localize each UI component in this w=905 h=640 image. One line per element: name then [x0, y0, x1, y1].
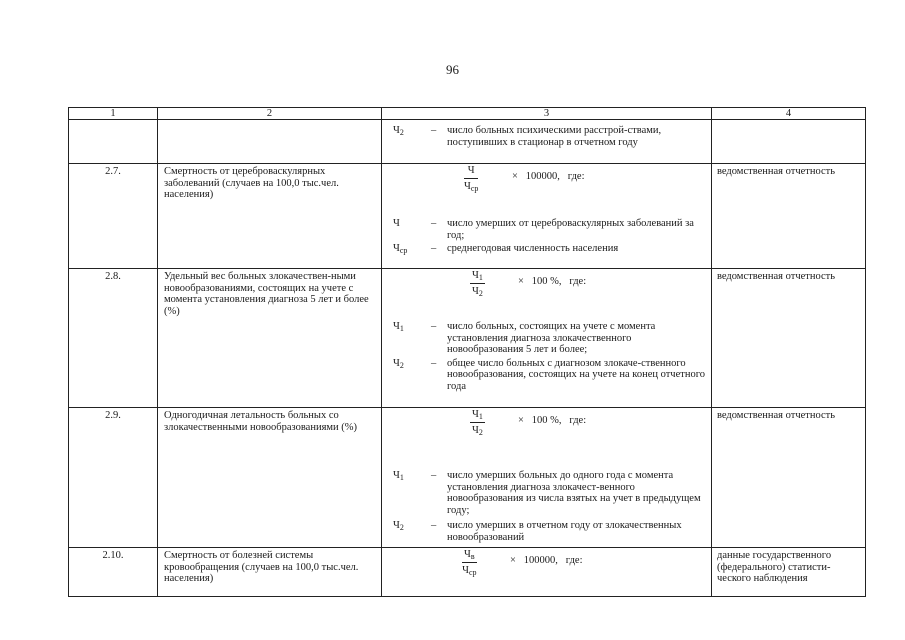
- row-number: 2.7.: [69, 164, 158, 269]
- variable-definition: $Ч_2$ – общее число больных с диагнозом злокаче-ственного новообразования, состоящих на учете на конец отчетного года: [382, 358, 711, 393]
- column-header-4: 4: [712, 108, 866, 120]
- table-header-row: [69, 108, 866, 120]
- formula-multiplier: × 100000, где:: [510, 555, 583, 566]
- formula-cell: [382, 164, 712, 269]
- fraction: [464, 165, 478, 192]
- fraction: [470, 270, 485, 297]
- variable-definition: $Ч_2$ – число умерших в отчетном году от злокачественных новообразований: [382, 520, 711, 543]
- formula: [382, 408, 711, 456]
- column-header-3: 3: [382, 108, 712, 120]
- table-row: [69, 269, 866, 408]
- numerator: $Ч_1$: [472, 409, 483, 421]
- variable-text: число больных психическими расстрой-ствами, поступивших в стационар в отчетном году: [447, 125, 662, 148]
- formula-where: где:: [569, 415, 587, 426]
- formula-cell: [382, 408, 712, 548]
- variable-text: число больных, состоящих на учете с момента установления диагноза злокачественного новообразования 5 лет и более;: [447, 321, 656, 355]
- variable-text: среднегодовая численность населения: [447, 243, 619, 254]
- variable-text: число умерших от цереброваскулярных заболеваний за год;: [447, 218, 694, 241]
- indicator-name: Смертность от цереброваскулярных заболеваний (случаев на 100,0 тыс.чел. населения): [158, 164, 382, 269]
- row-number: 2.8.: [69, 269, 158, 408]
- formula: [382, 548, 711, 596]
- table-row: [69, 164, 866, 269]
- indicators-table: [68, 107, 866, 597]
- formula-multiplier: × 100 %, где:: [518, 415, 587, 426]
- variable-definition: $Ч_1$ – число умерших больных до одного года с момента установления диагноза злокачест-венного новообразования из числа взятых на учет в предыдущем году;: [382, 470, 711, 516]
- formula-where: где:: [569, 276, 587, 287]
- data-source: ведомственная отчетность: [712, 269, 866, 408]
- numerator: $Ч_в$: [464, 549, 475, 561]
- denominator: $Ч_2$: [472, 285, 483, 298]
- numerator: $Ч_1$: [472, 270, 483, 282]
- formula: [382, 269, 711, 317]
- fraction: [470, 409, 485, 436]
- variable-text: общее число больных с диагнозом злокаче-ственного новообразования, состоящих на учете на конец отчетного года: [447, 357, 705, 392]
- denominator: $Ч_{ср}$: [464, 180, 479, 193]
- formula-cell: [382, 548, 712, 597]
- table-row: [69, 548, 866, 597]
- fraction-bar: [470, 283, 485, 284]
- formula-multiplier: × 100000, где:: [512, 171, 585, 182]
- continuation-formula-cell: [382, 120, 712, 164]
- variable-definition: Ч – число умерших от цереброваскулярных заболеваний за год;: [382, 218, 711, 241]
- fraction-bar: [462, 562, 477, 563]
- variable-definition: $Ч_1$ – число больных, состоящих на учете с момента установления диагноза злокачественного новообразования 5 лет и более;: [382, 321, 711, 356]
- fraction: [462, 549, 477, 576]
- row-number: 2.10.: [69, 548, 158, 597]
- column-header-1: 1: [69, 108, 158, 120]
- column-header-2: 2: [158, 108, 382, 120]
- indicator-name: Удельный вес больных злокачествен-ными новообразованиями, состоящих на учете с момента установления диагноза 5 лет и более (%): [158, 269, 382, 408]
- table-row: [69, 408, 866, 548]
- fraction-bar: [470, 422, 485, 423]
- data-source: ведомственная отчетность: [712, 164, 866, 269]
- indicator-name: Смертность от болезней системы кровообращения (случаев на 100,0 тыс.чел. населения): [158, 548, 382, 597]
- formula-multiplier: × 100 %, где:: [518, 276, 587, 287]
- page-number: 96: [446, 62, 459, 77]
- continuation-row: [69, 120, 866, 164]
- variable-definition: $Ч_{ср}$ – среднегодовая численность населения: [382, 243, 711, 255]
- indicator-name: Одногодичная летальность больных со злокачественными новообразованиями (%): [158, 408, 382, 548]
- data-source: ведомственная отчетность: [712, 408, 866, 548]
- fraction-bar: [464, 178, 478, 179]
- denominator: $Ч_{ср}$: [462, 564, 477, 577]
- numerator: Ч: [467, 165, 475, 176]
- variable-text: число умерших больных до одного года с момента установления диагноза злокачест-венного новообразования из числа взятых на учет в предыдущем году;: [447, 470, 701, 516]
- row-number: 2.9.: [69, 408, 158, 548]
- denominator: $Ч_2$: [472, 424, 483, 437]
- formula-cell: [382, 269, 712, 408]
- variable-definition: $Ч_2$ – число больных психическими расстрой-ствами, поступивших в стационар в отчетном году: [382, 125, 711, 148]
- variable-text: число умерших в отчетном году от злокачественных новообразований: [447, 520, 682, 543]
- formula: [382, 164, 711, 212]
- formula-where: где:: [565, 555, 583, 566]
- formula-where: где:: [567, 171, 585, 182]
- data-source: данные государственного (федерального) статисти-ческого наблюдения: [712, 548, 866, 597]
